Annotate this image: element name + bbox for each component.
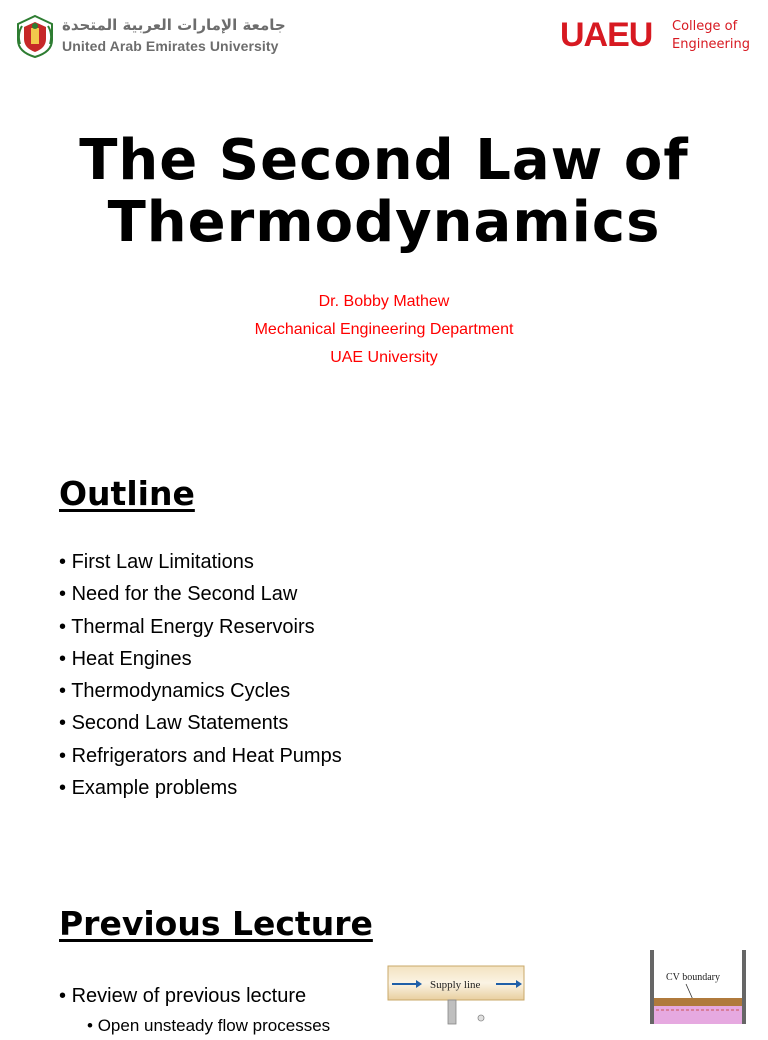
supply-line-label: Supply line (430, 979, 481, 991)
university-name: UAE University (330, 349, 438, 366)
outline-item: • First Law Limitations (59, 546, 342, 578)
lecture-sub-list (59, 1012, 330, 1040)
slide-heading: Outline (59, 474, 195, 513)
cv-boundary-label: CV boundary (666, 972, 720, 983)
lecture-sub-item: • Open unsteady flow processes (87, 1012, 330, 1040)
outline-item: • Example problems (59, 772, 342, 804)
author-name: Dr. Bobby Mathew (318, 293, 450, 310)
college-name (672, 18, 750, 54)
college-name-line1: College of (672, 19, 738, 34)
title-line-1: The Second Law of (79, 128, 689, 193)
lecture-item (59, 980, 330, 1040)
slide-heading: Previous Lecture (59, 904, 373, 943)
outline-item: • Need for the Second Law (59, 578, 342, 610)
university-name-english: United Arab Emirates University (62, 38, 279, 54)
outline-item: • Heat Engines (59, 643, 342, 675)
previous-lecture-slide (0, 860, 768, 1036)
control-volume-figure (646, 950, 750, 1024)
previous-lecture-list (59, 980, 330, 1040)
outline-list (59, 546, 342, 804)
outline-item: • Second Law Statements (59, 707, 342, 739)
college-name-line2: Engineering (672, 37, 750, 52)
university-name-arabic: جامعة الإمارات العربية المتحدة (62, 16, 286, 34)
title-slide (0, 0, 768, 420)
presentation-title (0, 130, 768, 254)
lecture-item-label: Review of previous lecture (71, 985, 307, 1007)
outline-item: • Refrigerators and Heat Pumps (59, 740, 342, 772)
presenter-info (0, 288, 768, 372)
department-name: Mechanical Engineering Department (254, 321, 514, 338)
supply-line-figure (388, 964, 526, 1024)
title-line-2: Thermodynamics (107, 190, 661, 255)
outline-item: • Thermal Energy Reservoirs (59, 611, 342, 643)
uaeu-emblem-icon (14, 14, 56, 58)
outline-slide (0, 430, 768, 850)
outline-item: • Thermodynamics Cycles (59, 675, 342, 707)
uaeu-wordmark: UAEU (560, 16, 653, 54)
uaeu-university-logo (14, 14, 284, 60)
college-of-engineering-logo (560, 16, 760, 56)
